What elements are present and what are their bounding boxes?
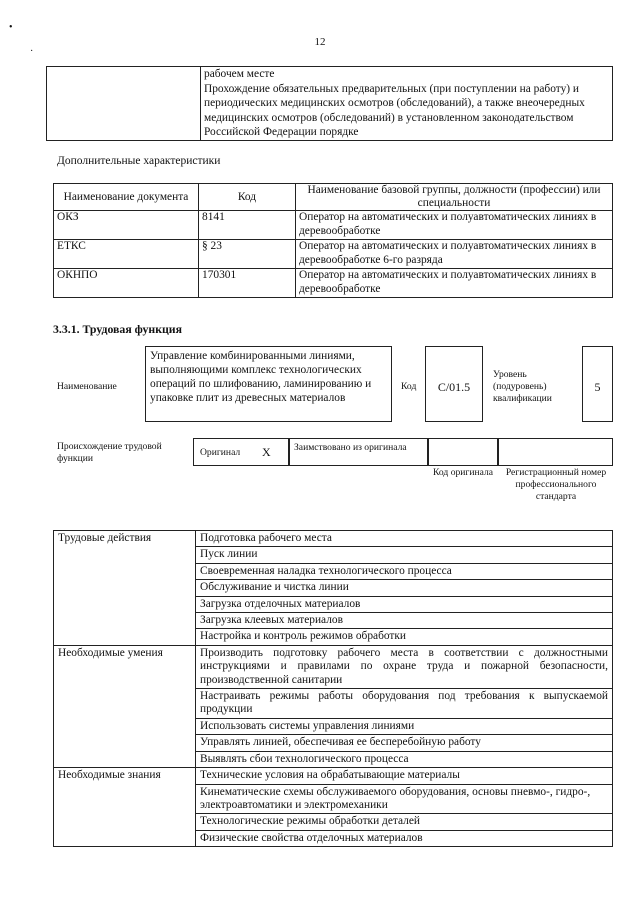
scan-mark: •: [9, 22, 13, 33]
level-value-box: 5: [582, 346, 613, 422]
list-item: Технические условия на обрабатывающие материалы: [196, 768, 613, 784]
origin-code-cell: [428, 438, 498, 466]
continuation-line: Прохождение обязательных предварительных (при поступлении на работу) и периодических медицинских осмотров (обследований), а также внеочередных медицинских осмотров (обследований) в установленном законодательством Российской Федерации порядке: [204, 82, 585, 139]
level-label: Уровень (подуровень) квалификации: [493, 369, 552, 404]
table-row: [54, 531, 613, 547]
list-item: Управлять линией, обеспечивая ее бесперебойную работу: [196, 735, 613, 751]
list-item: Загрузка клеевых материалов: [196, 613, 613, 629]
code-label: Код: [401, 381, 417, 392]
original-mark: X: [262, 445, 271, 459]
page-number: 12: [314, 36, 326, 48]
column-header: Код: [199, 184, 296, 211]
code-cell: § 23: [199, 240, 296, 269]
table-row: [54, 240, 613, 269]
section-heading: 3.3.1. Трудовая функция: [53, 322, 182, 336]
table-header-row: [54, 184, 613, 211]
list-item: Загрузка отделочных материалов: [196, 596, 613, 612]
list-item: Пуск линии: [196, 547, 613, 563]
continuation-text-cell: [201, 67, 613, 141]
doc-name-cell: ЕТКС: [54, 240, 199, 269]
function-details-table: [53, 530, 613, 847]
list-item: Производить подготовку рабочего места в соответствии с должностными инструкциями и правилами по охране труда и пожарной безопасности, производственной санитарии: [196, 645, 613, 688]
original-label: Оригинал: [200, 447, 241, 458]
list-item: Своевременная наладка технологического процесса: [196, 563, 613, 579]
list-item: Подготовка рабочего места: [196, 531, 613, 547]
additional-characteristics-table: [53, 183, 613, 298]
function-code-box: C/01.5: [425, 346, 483, 422]
column-header: Наименование документа: [54, 184, 199, 211]
group-name-cell: Оператор на автоматических и полуавтоматических линиях в деревообработке 6-го разряда: [296, 240, 613, 269]
reg-number-cell: [498, 438, 613, 466]
list-item: Настройка и контроль режимов обработки: [196, 629, 613, 645]
name-label: Наименование: [57, 381, 117, 392]
group-name-cell: Оператор на автоматических и полуавтоматических линиях в деревообработке: [296, 211, 613, 240]
code-cell: 170301: [199, 269, 296, 298]
borrowed-cell: [289, 438, 428, 466]
list-item: Выявлять сбои технологического процесса: [196, 751, 613, 767]
additional-characteristics-title: Дополнительные характеристики: [57, 155, 221, 167]
list-item: Физические свойства отделочных материалов: [196, 830, 613, 846]
list-item: Кинематические схемы обслуживаемого оборудования, основы пневмо-, гидро-, электроавтоматики и электромеханики: [196, 784, 613, 814]
doc-name-cell: ОКНПО: [54, 269, 199, 298]
list-item: Настраивать режимы работы оборудования под требования к выпускаемой продукции: [196, 689, 613, 719]
scan-mark: ·: [30, 46, 34, 57]
origin-label: Происхождение трудовой функции: [57, 441, 162, 464]
reg-number-label: Регистрационный номер профессионального стандарта: [505, 467, 607, 502]
continuation-table: [46, 66, 613, 141]
knowledge-label: Необходимые знания: [54, 768, 196, 847]
original-cell: [193, 438, 289, 466]
continuation-line: рабочем месте: [204, 68, 275, 80]
table-row: [54, 645, 613, 688]
group-name-cell: Оператор на автоматических и полуавтоматических линиях в деревообработке: [296, 269, 613, 298]
function-name-box: Управление комбинированными линиями, выполняющими комплекс технологических операций по шлифованию, ламинированию и упаковке плит из древесных материалов: [145, 346, 392, 422]
table-row: [54, 768, 613, 784]
table-row: [54, 269, 613, 298]
labor-actions-label: Трудовые действия: [54, 531, 196, 646]
skills-label: Необходимые умения: [54, 645, 196, 767]
column-header: Наименование базовой группы, должности (профессии) или специальности: [296, 184, 613, 211]
list-item: Технологические режимы обработки деталей: [196, 814, 613, 830]
table-row: [54, 211, 613, 240]
list-item: Обслуживание и чистка линии: [196, 580, 613, 596]
borrowed-label: Заимствовано из оригинала: [294, 442, 407, 453]
list-item: Использовать системы управления линиями: [196, 718, 613, 734]
code-cell: 8141: [199, 211, 296, 240]
doc-name-cell: ОКЗ: [54, 211, 199, 240]
origin-code-label: Код оригинала: [432, 467, 494, 478]
continuation-left-cell: [47, 67, 201, 141]
